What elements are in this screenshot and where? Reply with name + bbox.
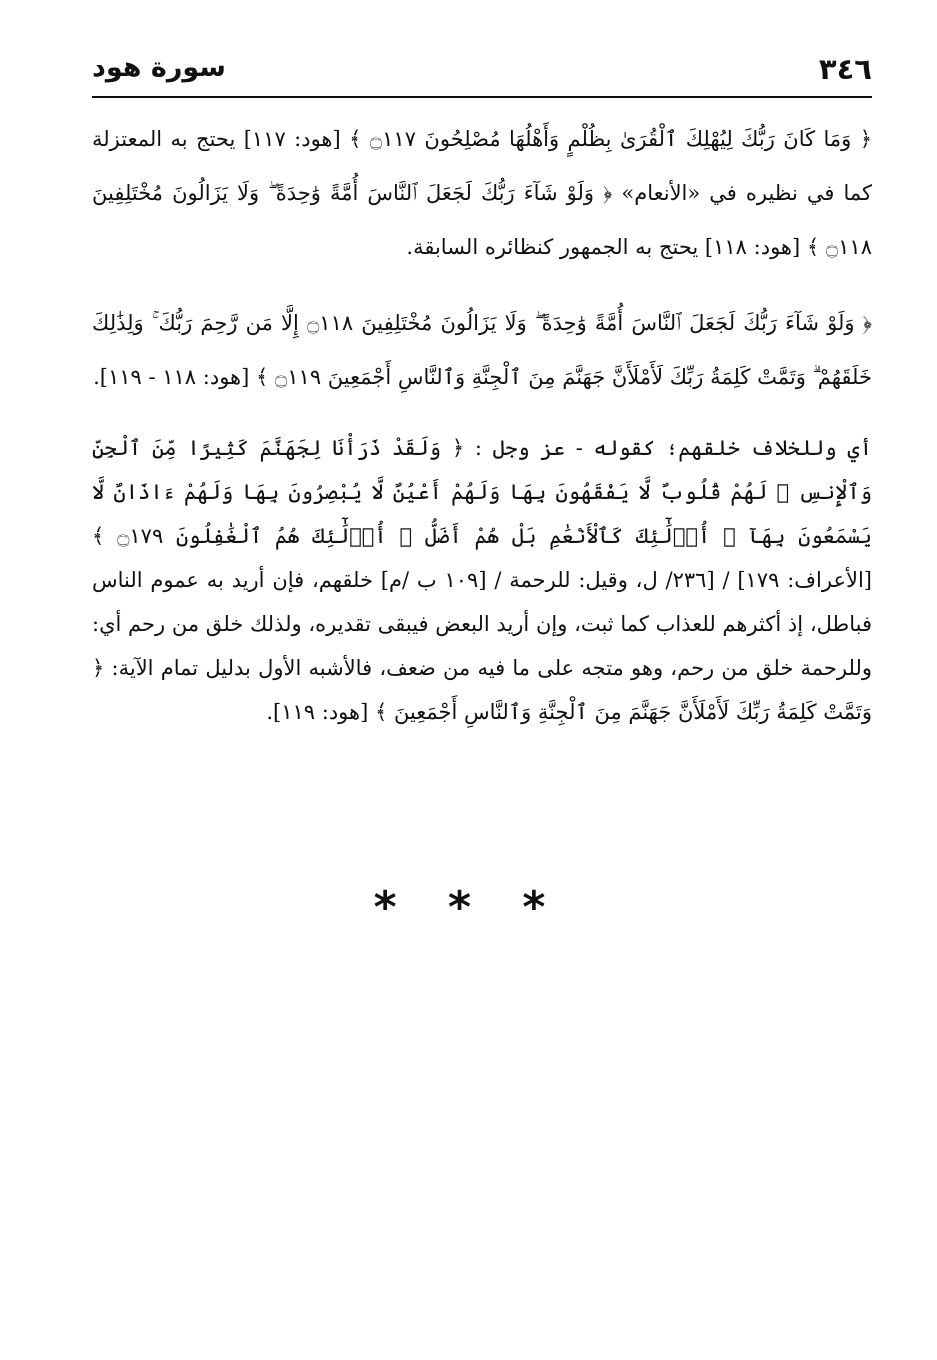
paragraph-hud-117-118: ﴿ وَمَا كَانَ رَبُّكَ لِيُهْلِكَ ٱلْقُرَىٰ بِظُلْمٍ وَأَهْلُهَا مُصْلِحُونَ ۝١١٧ ﴾ [هود: ١١٧] يحتج به المعتزلة كما في نظيره في «الأنعام» ﴿ وَلَوْ شَآءَ رَبُّكَ لَجَعَلَ ٱلنَّاسَ أُمَّةً وَٰحِدَةً ۖ وَلَا يَزَالُونَ مُخْتَلِفِينَ ۝١١٨ ﴾ [هود: ١١٨] يحتج به الجمهور كنظائره السابقة.: [92, 127, 872, 259]
page-header: [92, 50, 872, 96]
paragraph-commentary: أي وللخلاف خلقهم؛ كقوله - عز وجل : ﴿ وَلَقَدْ ذَرَأْنَا لِجَهَنَّمَ كَثِيرًا مِّنَ ٱلْجِنِّ وَٱلْإِنسِ ۖ لَهُمْ قُلُوبٌ لَّا يَفْقَهُونَ بِهَا وَلَهُمْ أَعْيُنٌ لَّا يُبْصِرُونَ بِهَا وَلَهُمْ ءَاذَانٌ لَّا يَسْمَعُونَ بِهَآ ۚ أُو۟لَٰٓئِكَ كَٱلْأَنْعَٰمِ بَلْ هُمْ أَضَلُّ ۚ أُو۟لَٰٓئِكَ هُمُ ٱلْغَٰفِلُونَ ۝١٧٩ ﴾ [الأعراف: ١٧٩] / [٢٣٦/ ل، وقيل: للرحمة / [١٠٩ ب /م] خلقهم، فإن أريد به عموم الناس فباطل، إذ أكثرهم للعذاب كما ثبت، وإن أريد البعض فيبقى تقديره، ولذلك خلق من رحم أي: وللرحمة خلق من رحم، وهو متجه على ما فيه من ضعف، فالأشبه الأول بدليل تمام الآية: ﴿ وَتَمَّتْ كَلِمَةُ رَبِّكَ لَأَمْلَأَنَّ جَهَنَّمَ مِنَ ٱلْجِنَّةِ وَٱلنَّاسِ أَجْمَعِينَ ﴾ [هود: ١١٩].: [92, 436, 872, 724]
page-body: [92, 112, 872, 756]
page-number: ٣٤٦: [818, 52, 872, 86]
surah-title: سورة هود: [92, 52, 226, 83]
paragraph-hud-118-119: ﴿ وَلَوْ شَآءَ رَبُّكَ لَجَعَلَ ٱلنَّاسَ أُمَّةً وَٰحِدَةً ۖ وَلَا يَزَالُونَ مُخْتَلِفِينَ ۝١١٨ إِلَّا مَن رَّحِمَ رَبُّكَ ۚ وَلِذَٰلِكَ خَلَقَهُمْ ۗ وَتَمَّتْ كَلِمَةُ رَبِّكَ لَأَمْلَأَنَّ جَهَنَّمَ مِنَ ٱلْجِنَّةِ وَٱلنَّاسِ أَجْمَعِينَ ۝١١٩ ﴾ [هود: ١١٨ - ١١٩].: [92, 311, 872, 389]
header-divider: [92, 96, 872, 98]
section-separator: * * *: [373, 882, 564, 933]
